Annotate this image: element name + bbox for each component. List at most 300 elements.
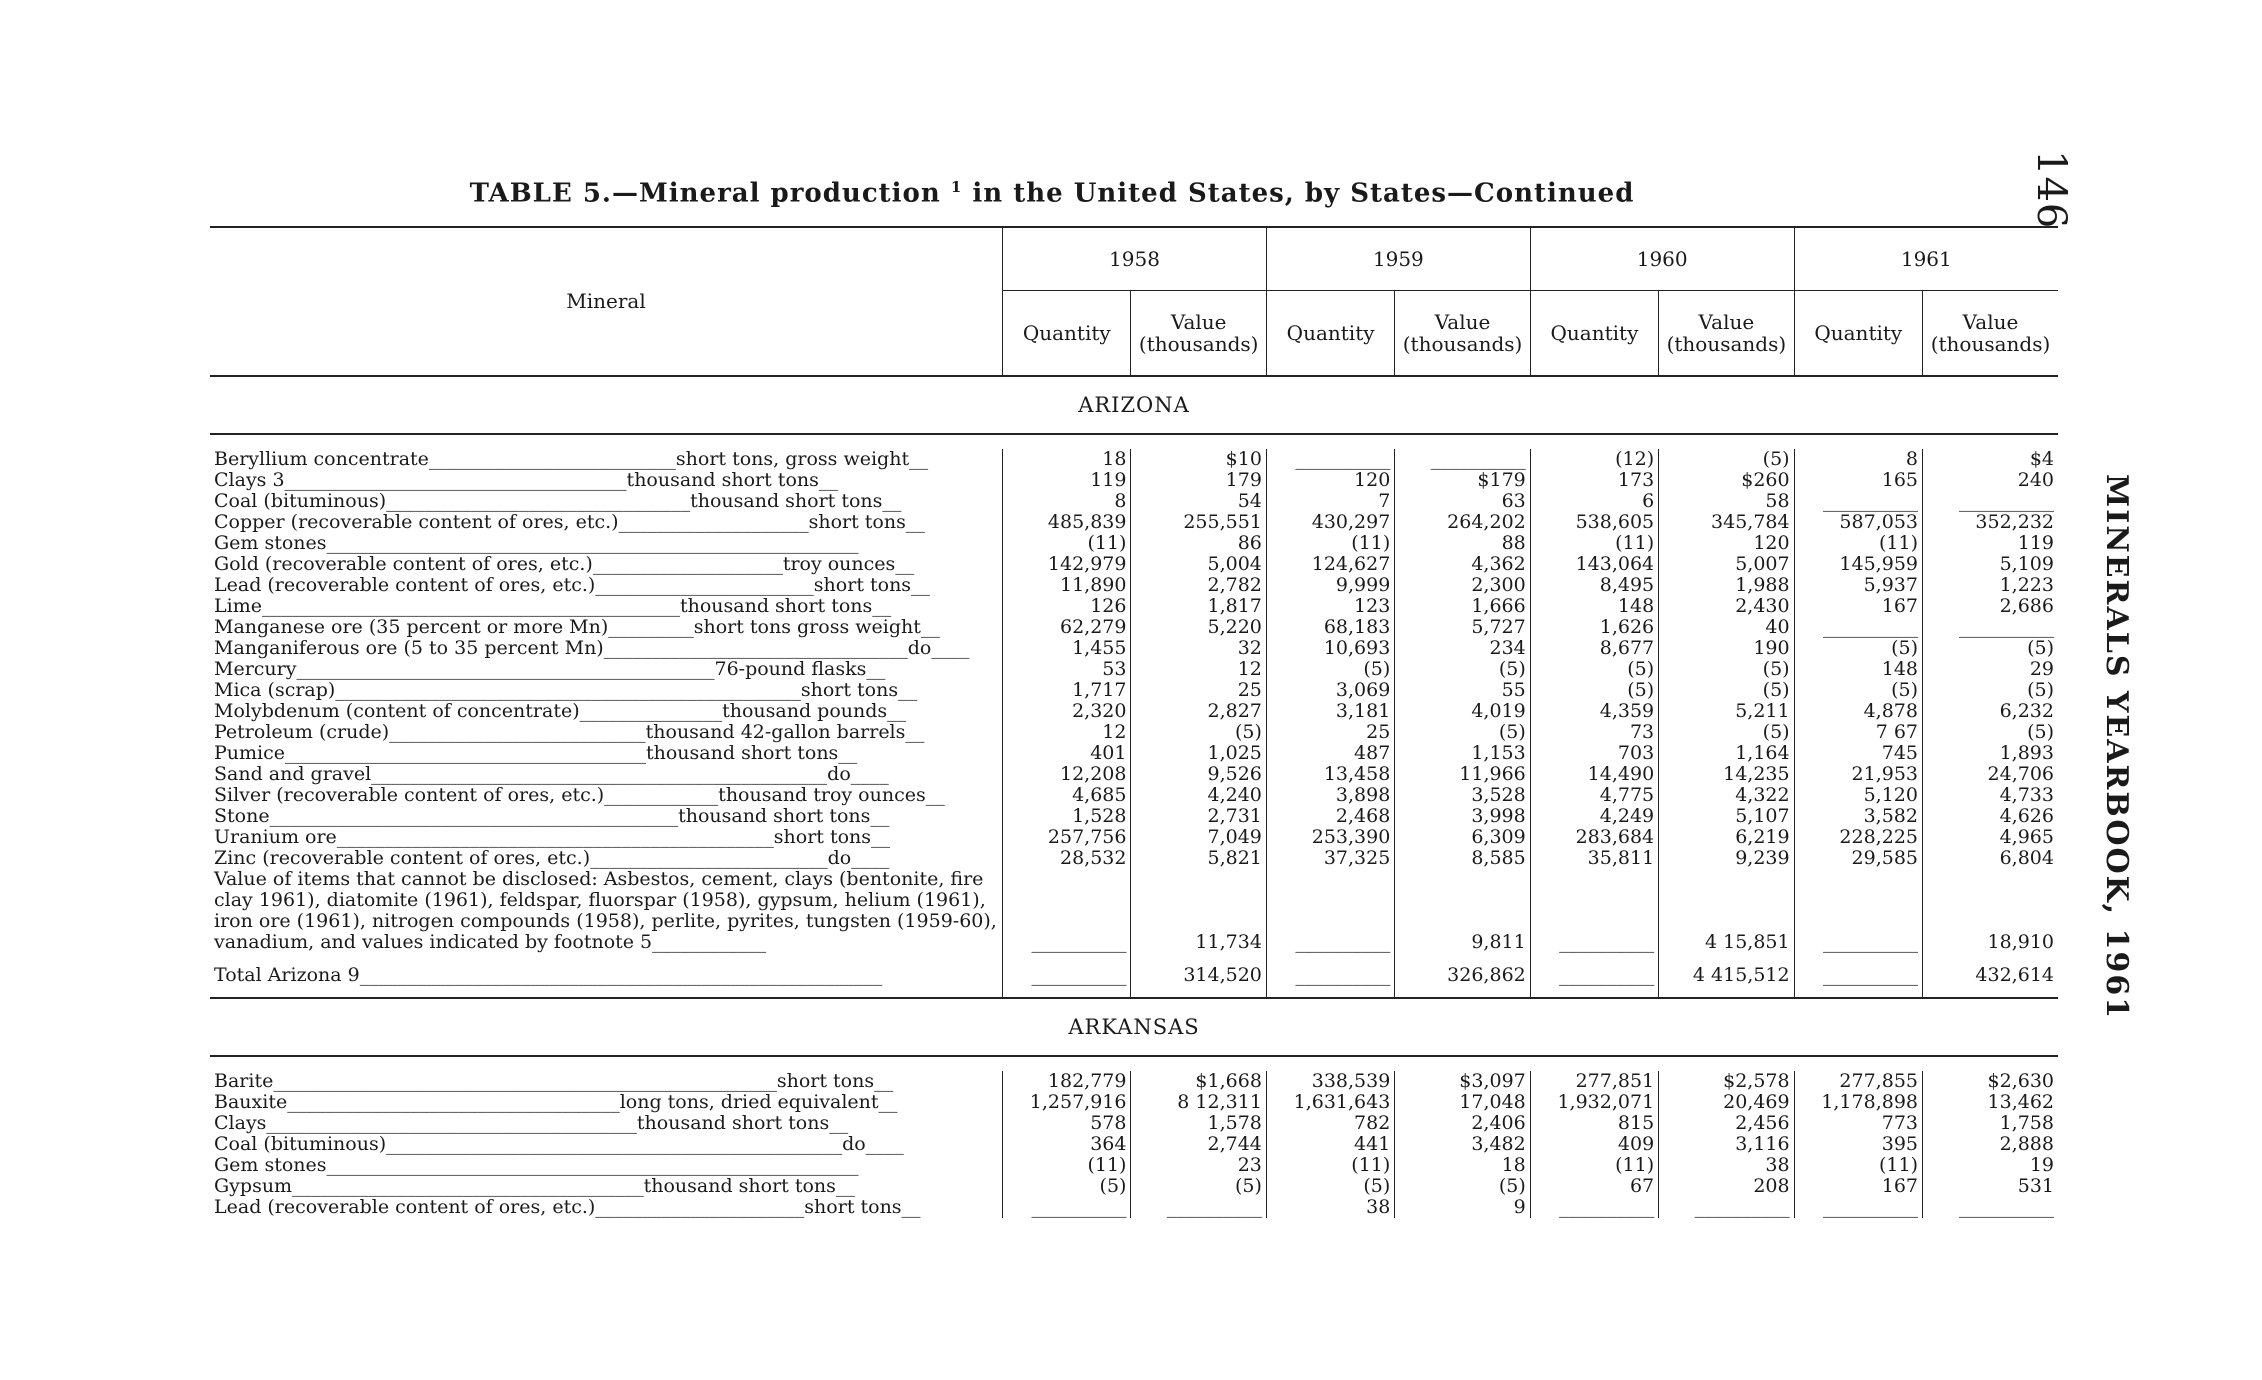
table-row: [210, 1197, 2058, 1218]
value-cell: 4 415,512: [1659, 953, 1794, 997]
quantity-cell: 119: [1003, 470, 1131, 491]
quantity-cell: 148: [1794, 659, 1922, 680]
quantity-cell: 1,455: [1003, 638, 1131, 659]
quantity-cell: 12,208: [1003, 764, 1131, 785]
quantity-cell: 441: [1266, 1134, 1394, 1155]
value-cell: 2,888: [1923, 1134, 2059, 1155]
mineral-label: Lead (recoverable content of ores, etc.)______________________short tons__: [214, 1197, 921, 1218]
undisclosed-row: [210, 869, 2058, 953]
value-cell: 24,706: [1923, 764, 2059, 785]
value-cell: $2,630: [1923, 1071, 2059, 1092]
value-cell: $260: [1659, 470, 1794, 491]
value-cell: 4,362: [1395, 554, 1530, 575]
spacer-row: [210, 1056, 2058, 1071]
year-header: 1960: [1530, 227, 1794, 291]
value-cell: 1,164: [1659, 743, 1794, 764]
value-cell: 4 15,851: [1659, 869, 1794, 953]
quantity-cell: 11,890: [1003, 575, 1131, 596]
quantity-cell: 1,717: [1003, 680, 1131, 701]
table-row: [210, 701, 2058, 722]
table-body: [210, 376, 2058, 1218]
table-row: [210, 596, 2058, 617]
value-cell: 2,430: [1659, 596, 1794, 617]
table-row: [210, 1113, 2058, 1134]
value-cell: 32: [1131, 638, 1266, 659]
value-cell: (5): [1395, 722, 1530, 743]
mineral-label: Pumice______________________________________thousand short tons__: [214, 743, 858, 764]
value-cell: 86: [1131, 533, 1266, 554]
value-cell: 2,744: [1131, 1134, 1266, 1155]
quantity-cell: 14,490: [1530, 764, 1658, 785]
value-cell: 1,758: [1923, 1113, 2059, 1134]
spacer-cell: [210, 434, 2058, 449]
quantity-cell: 395: [1794, 1134, 1922, 1155]
quantity-cell: (11): [1266, 1155, 1394, 1176]
table-row: [210, 785, 2058, 806]
quantity-cell: 12: [1003, 722, 1131, 743]
value-cell: __________: [1395, 449, 1530, 470]
value-cell: 1,988: [1659, 575, 1794, 596]
value-cell: 58: [1659, 491, 1794, 512]
quantity-cell: 430,297: [1266, 512, 1394, 533]
value-cell: 14,235: [1659, 764, 1794, 785]
quantity-header: Quantity: [1794, 291, 1922, 377]
value-cell: 208: [1659, 1176, 1794, 1197]
value-cell: 17,048: [1395, 1092, 1530, 1113]
quantity-cell: __________: [1003, 953, 1131, 997]
value-cell: 6,232: [1923, 701, 2059, 722]
value-cell: 2,782: [1131, 575, 1266, 596]
quantity-cell: 782: [1266, 1113, 1394, 1134]
value-cell: 1,153: [1395, 743, 1530, 764]
quantity-cell: 8,495: [1530, 575, 1658, 596]
quantity-cell: 13,458: [1266, 764, 1394, 785]
quantity-cell: 126: [1003, 596, 1131, 617]
quantity-cell: 18: [1003, 449, 1131, 470]
value-cell: (5): [1131, 722, 1266, 743]
table-row: [210, 1134, 2058, 1155]
value-cell: 2,731: [1131, 806, 1266, 827]
quantity-cell: 1,626: [1530, 617, 1658, 638]
quantity-cell: 773: [1794, 1113, 1922, 1134]
quantity-cell: 5,120: [1794, 785, 1922, 806]
quantity-cell: (5): [1266, 1176, 1394, 1197]
value-cell: 326,862: [1395, 953, 1530, 997]
mineral-label: Beryllium concentrate__________________________short tons, gross weight__: [214, 449, 929, 470]
value-cell: 1,223: [1923, 575, 2059, 596]
value-cell: 25: [1131, 680, 1266, 701]
quantity-cell: 4,775: [1530, 785, 1658, 806]
quantity-cell: 7 67: [1794, 722, 1922, 743]
value-cell: 4,322: [1659, 785, 1794, 806]
quantity-cell: (5): [1530, 659, 1658, 680]
quantity-cell: 8: [1003, 491, 1131, 512]
mineral-production-table: [210, 226, 2058, 1218]
quantity-cell: 703: [1530, 743, 1658, 764]
year-header: 1961: [1794, 227, 2058, 291]
value-cell: (5): [1923, 722, 2059, 743]
mineral-label: Clays_______________________________________thousand short tons__: [214, 1113, 849, 1134]
mineral-label: Gold (recoverable content of ores, etc.)____________________troy ounces__: [214, 554, 915, 575]
quantity-cell: 257,756: [1003, 827, 1131, 848]
quantity-cell: 123: [1266, 596, 1394, 617]
quantity-cell: __________: [1794, 491, 1922, 512]
quantity-cell: 142,979: [1003, 554, 1131, 575]
quantity-cell: (11): [1794, 1155, 1922, 1176]
table-row: [210, 554, 2058, 575]
mineral-label: Petroleum (crude)___________________________thousand 42-gallon barrels__: [214, 722, 925, 743]
value-cell: __________: [1131, 1197, 1266, 1218]
value-cell: $2,578: [1659, 1071, 1794, 1092]
table-row: [210, 638, 2058, 659]
value-cell: 5,727: [1395, 617, 1530, 638]
quantity-cell: 4,249: [1530, 806, 1658, 827]
value-cell: 9,239: [1659, 848, 1794, 869]
value-cell: 5,007: [1659, 554, 1794, 575]
quantity-cell: 143,064: [1530, 554, 1658, 575]
quantity-cell: 67: [1530, 1176, 1658, 1197]
table-row: [210, 764, 2058, 785]
quantity-cell: 2,320: [1003, 701, 1131, 722]
table-row: [210, 617, 2058, 638]
quantity-cell: 1,178,898: [1794, 1092, 1922, 1113]
quantity-cell: (12): [1530, 449, 1658, 470]
table-title-rest: in the United States, by States—Continued: [972, 178, 1635, 209]
value-header: Value (thousands): [1395, 291, 1530, 377]
quantity-cell: 5,937: [1794, 575, 1922, 596]
value-cell: 1,893: [1923, 743, 2059, 764]
value-cell: (5): [1923, 680, 2059, 701]
quantity-cell: __________: [1794, 953, 1922, 997]
quantity-cell: 124,627: [1266, 554, 1394, 575]
value-cell: (5): [1395, 659, 1530, 680]
value-cell: (5): [1659, 722, 1794, 743]
value-cell: 13,462: [1923, 1092, 2059, 1113]
value-cell: 2,300: [1395, 575, 1530, 596]
table-row: [210, 491, 2058, 512]
mineral-label: Mercury____________________________________________76-pound flasks__: [214, 659, 886, 680]
value-cell: 54: [1131, 491, 1266, 512]
quantity-cell: (11): [1530, 1155, 1658, 1176]
quantity-cell: 485,839: [1003, 512, 1131, 533]
value-cell: 1,025: [1131, 743, 1266, 764]
quantity-cell: 8,677: [1530, 638, 1658, 659]
value-cell: 88: [1395, 533, 1530, 554]
quantity-cell: 145,959: [1794, 554, 1922, 575]
value-cell: 8,585: [1395, 848, 1530, 869]
quantity-cell: (5): [1003, 1176, 1131, 1197]
table-title: [210, 178, 1894, 209]
table-row: [210, 848, 2058, 869]
value-cell: __________: [1659, 1197, 1794, 1218]
state-heading: ARIZONA: [210, 376, 2058, 434]
quantity-cell: __________: [1530, 1197, 1658, 1218]
value-cell: 190: [1659, 638, 1794, 659]
value-cell: __________: [1923, 617, 2059, 638]
value-cell: $3,097: [1395, 1071, 1530, 1092]
quantity-cell: 3,898: [1266, 785, 1394, 806]
quantity-cell: 3,582: [1794, 806, 1922, 827]
quantity-header: Quantity: [1530, 291, 1658, 377]
mineral-label: Uranium ore______________________________________________short tons__: [214, 827, 891, 848]
quantity-cell: 4,359: [1530, 701, 1658, 722]
quantity-cell: (11): [1003, 533, 1131, 554]
value-cell: 3,998: [1395, 806, 1530, 827]
mineral-label: Manganiferous ore (5 to 35 percent Mn)________________________________do____: [214, 638, 970, 659]
value-cell: 352,232: [1923, 512, 2059, 533]
mineral-label: Clays 3____________________________________thousand short tons__: [214, 470, 838, 491]
mineral-label: Gem stones________________________________________________________: [214, 533, 859, 554]
value-cell: 12: [1131, 659, 1266, 680]
table-row: [210, 1176, 2058, 1197]
mineral-label: Silver (recoverable content of ores, etc.)____________thousand troy ounces__: [214, 785, 945, 806]
value-cell: 179: [1131, 470, 1266, 491]
mineral-label: Gem stones________________________________________________________: [214, 1155, 859, 1176]
table-row: [210, 806, 2058, 827]
quantity-cell: 167: [1794, 596, 1922, 617]
value-cell: 3,528: [1395, 785, 1530, 806]
value-cell: 432,614: [1923, 953, 2059, 997]
quantity-cell: 228,225: [1794, 827, 1922, 848]
value-cell: (5): [1395, 1176, 1530, 1197]
mineral-label: Gypsum_____________________________________thousand short tons__: [214, 1176, 855, 1197]
mineral-label: Lime____________________________________________thousand short tons__: [214, 596, 892, 617]
quantity-cell: (11): [1003, 1155, 1131, 1176]
value-cell: 4,965: [1923, 827, 2059, 848]
quantity-cell: (5): [1794, 638, 1922, 659]
value-header: Value (thousands): [1131, 291, 1266, 377]
total-row: [210, 953, 2058, 997]
quantity-cell: __________: [1794, 1197, 1922, 1218]
quantity-cell: __________: [1266, 869, 1394, 953]
spacer-row: [210, 434, 2058, 449]
quantity-cell: 587,053: [1794, 512, 1922, 533]
mineral-label: Zinc (recoverable content of ores, etc.)_________________________do____: [214, 848, 890, 869]
mineral-label: Coal (bituminous)________________________________________________do____: [214, 1134, 904, 1155]
quantity-cell: 21,953: [1794, 764, 1922, 785]
quantity-cell: 1,257,916: [1003, 1092, 1131, 1113]
quantity-cell: 338,539: [1266, 1071, 1394, 1092]
total-label: Total Arizona 9_______________________________________________________: [214, 963, 883, 986]
value-cell: 2,406: [1395, 1113, 1530, 1134]
value-cell: 240: [1923, 470, 2059, 491]
value-cell: (5): [1659, 449, 1794, 470]
table-row: [210, 1092, 2058, 1113]
value-cell: 5,821: [1131, 848, 1266, 869]
state-heading-row: [210, 998, 2058, 1056]
quantity-cell: 29,585: [1794, 848, 1922, 869]
mineral-label: Coal (bituminous)________________________________thousand short tons__: [214, 491, 902, 512]
quantity-cell: 10,693: [1266, 638, 1394, 659]
value-cell: 11,966: [1395, 764, 1530, 785]
quantity-cell: 283,684: [1530, 827, 1658, 848]
quantity-cell: 487: [1266, 743, 1394, 764]
table-row: [210, 575, 2058, 596]
value-cell: 4,733: [1923, 785, 2059, 806]
quantity-cell: 578: [1003, 1113, 1131, 1134]
quantity-cell: 35,811: [1530, 848, 1658, 869]
value-cell: 5,109: [1923, 554, 2059, 575]
quantity-cell: __________: [1266, 953, 1394, 997]
value-cell: 2,456: [1659, 1113, 1794, 1134]
value-cell: 5,107: [1659, 806, 1794, 827]
value-header: Value (thousands): [1923, 291, 2059, 377]
value-cell: __________: [1923, 1197, 2059, 1218]
quantity-cell: __________: [1530, 953, 1658, 997]
value-cell: 4,240: [1131, 785, 1266, 806]
quantity-cell: 8: [1794, 449, 1922, 470]
quantity-cell: 1,631,643: [1266, 1092, 1394, 1113]
quantity-cell: 37,325: [1266, 848, 1394, 869]
quantity-cell: __________: [1003, 869, 1131, 953]
quantity-cell: 182,779: [1003, 1071, 1131, 1092]
value-cell: $4: [1923, 449, 2059, 470]
quantity-cell: 148: [1530, 596, 1658, 617]
table-row: [210, 1071, 2058, 1092]
mineral-label: Bauxite___________________________________long tons, dried equivalent__: [214, 1092, 898, 1113]
mineral-label: Mica (scrap)_________________________________________________short tons__: [214, 680, 918, 701]
quantity-cell: __________: [1794, 617, 1922, 638]
mineral-label: Lead (recoverable content of ores, etc.)_______________________short tons__: [214, 575, 931, 596]
value-cell: 1,666: [1395, 596, 1530, 617]
quantity-cell: 364: [1003, 1134, 1131, 1155]
mineral-label: Copper (recoverable content of ores, etc.)____________________short tons__: [214, 512, 925, 533]
quantity-cell: 38: [1266, 1197, 1394, 1218]
table-row: [210, 680, 2058, 701]
value-cell: 6,309: [1395, 827, 1530, 848]
table-row: [210, 659, 2058, 680]
value-cell: 119: [1923, 533, 2059, 554]
year-header: 1959: [1266, 227, 1530, 291]
quantity-cell: 165: [1794, 470, 1922, 491]
quantity-cell: 538,605: [1530, 512, 1658, 533]
state-heading: ARKANSAS: [210, 998, 2058, 1056]
value-cell: 29: [1923, 659, 2059, 680]
table-row: [210, 722, 2058, 743]
spacer-cell: [210, 1056, 2058, 1071]
quantity-cell: 62,279: [1003, 617, 1131, 638]
value-cell: 55: [1395, 680, 1530, 701]
value-cell: 9: [1395, 1197, 1530, 1218]
table-row: [210, 743, 2058, 764]
quantity-header: Quantity: [1266, 291, 1394, 377]
value-cell: 1,578: [1131, 1113, 1266, 1134]
quantity-cell: 409: [1530, 1134, 1658, 1155]
mineral-column-header: Mineral: [210, 227, 1003, 376]
value-cell: $1,668: [1131, 1071, 1266, 1092]
quantity-cell: 53: [1003, 659, 1131, 680]
table-row: [210, 533, 2058, 554]
quantity-cell: 28,532: [1003, 848, 1131, 869]
value-header: Value (thousands): [1659, 291, 1794, 377]
value-cell: 6,219: [1659, 827, 1794, 848]
quantity-cell: __________: [1266, 449, 1394, 470]
quantity-cell: 3,181: [1266, 701, 1394, 722]
quantity-cell: 6: [1530, 491, 1658, 512]
value-cell: (5): [1131, 1176, 1266, 1197]
quantity-cell: 167: [1794, 1176, 1922, 1197]
value-cell: 4,626: [1923, 806, 2059, 827]
value-cell: 120: [1659, 533, 1794, 554]
quantity-cell: 4,878: [1794, 701, 1922, 722]
value-cell: 6,804: [1923, 848, 2059, 869]
value-cell: 255,551: [1131, 512, 1266, 533]
mineral-label: Barite_____________________________________________________short tons__: [214, 1071, 894, 1092]
mineral-label: Molybdenum (content of concentrate)_______________thousand pounds__: [214, 701, 907, 722]
value-cell: 5,220: [1131, 617, 1266, 638]
value-cell: 9,811: [1395, 869, 1530, 953]
table-row: [210, 827, 2058, 848]
quantity-cell: (5): [1794, 680, 1922, 701]
quantity-cell: 1,932,071: [1530, 1092, 1658, 1113]
quantity-cell: (11): [1530, 533, 1658, 554]
table-row: [210, 470, 2058, 491]
quantity-cell: 253,390: [1266, 827, 1394, 848]
quantity-cell: (5): [1530, 680, 1658, 701]
quantity-cell: 173: [1530, 470, 1658, 491]
value-cell: 11,734: [1131, 869, 1266, 953]
value-cell: 3,116: [1659, 1134, 1794, 1155]
quantity-cell: 9,999: [1266, 575, 1394, 596]
mineral-label: Stone___________________________________________thousand short tons__: [214, 806, 890, 827]
page-number: 146: [2028, 150, 2074, 230]
quantity-cell: 1,528: [1003, 806, 1131, 827]
value-cell: __________: [1923, 491, 2059, 512]
quantity-cell: __________: [1530, 869, 1658, 953]
value-cell: (5): [1923, 638, 2059, 659]
quantity-cell: 25: [1266, 722, 1394, 743]
value-cell: 3,482: [1395, 1134, 1530, 1155]
quantity-cell: 68,183: [1266, 617, 1394, 638]
value-cell: 4,019: [1395, 701, 1530, 722]
mineral-label: Sand and gravel________________________________________________do____: [214, 764, 889, 785]
quantity-cell: __________: [1003, 1197, 1131, 1218]
quantity-cell: 7: [1266, 491, 1394, 512]
quantity-cell: 745: [1794, 743, 1922, 764]
table-row: [210, 1155, 2058, 1176]
value-cell: 38: [1659, 1155, 1794, 1176]
quantity-cell: 815: [1530, 1113, 1658, 1134]
value-cell: 531: [1923, 1176, 2059, 1197]
quantity-cell: 277,855: [1794, 1071, 1922, 1092]
value-cell: (5): [1659, 680, 1794, 701]
value-cell: 8 12,311: [1131, 1092, 1266, 1113]
value-cell: (5): [1659, 659, 1794, 680]
quantity-cell: 401: [1003, 743, 1131, 764]
value-cell: 18,910: [1923, 869, 2059, 953]
quantity-cell: (11): [1794, 533, 1922, 554]
value-cell: $10: [1131, 449, 1266, 470]
quantity-cell: 120: [1266, 470, 1394, 491]
value-cell: 7,049: [1131, 827, 1266, 848]
quantity-cell: 277,851: [1530, 1071, 1658, 1092]
value-cell: 19: [1923, 1155, 2059, 1176]
state-heading-row: [210, 376, 2058, 434]
value-cell: $179: [1395, 470, 1530, 491]
value-cell: 5,004: [1131, 554, 1266, 575]
value-cell: 20,469: [1659, 1092, 1794, 1113]
quantity-cell: (11): [1266, 533, 1394, 554]
value-cell: 63: [1395, 491, 1530, 512]
quantity-cell: __________: [1794, 869, 1922, 953]
value-cell: 314,520: [1131, 953, 1266, 997]
value-cell: 5,211: [1659, 701, 1794, 722]
value-cell: 345,784: [1659, 512, 1794, 533]
quantity-cell: 4,685: [1003, 785, 1131, 806]
quantity-header: Quantity: [1003, 291, 1131, 377]
value-cell: 1,817: [1131, 596, 1266, 617]
mineral-label: Manganese ore (35 percent or more Mn)_________short tons gross weight__: [214, 617, 940, 638]
